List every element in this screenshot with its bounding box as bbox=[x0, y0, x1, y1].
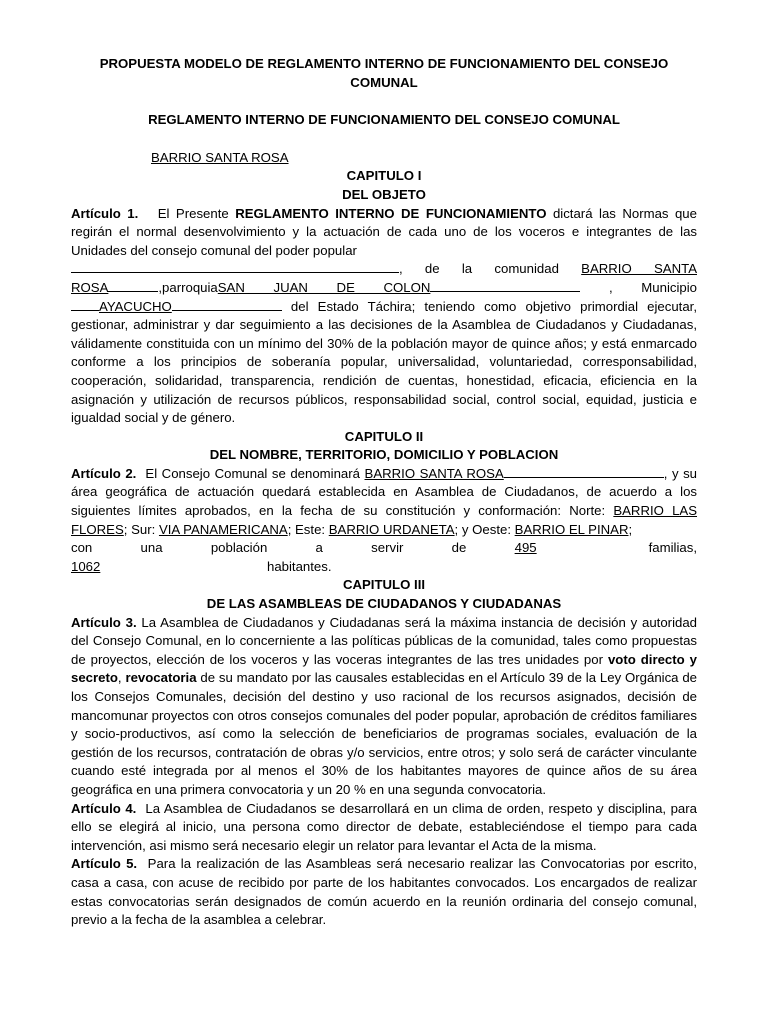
article-3-bold-1: voto directo y secreto bbox=[71, 651, 697, 686]
article-1-rest bbox=[71, 298, 697, 428]
comunidad-part-2: ROSA bbox=[71, 279, 109, 295]
document-title: PROPUESTA MODELO DE REGLAMENTO INTERNO DE FUNCIONAMIENTO DEL CONSEJO COMUNAL bbox=[99, 56, 669, 90]
blank-line bbox=[108, 279, 158, 292]
article-5-text: Para la realización de las Asambleas será necesario realizar las Convocatorias por escrito, casa a casa, con acuse de recibido por parte de los habitantes convocados. Los encargados de realizar estas convocatorias serán designados de común acuerdo en la reunión ordinaria del consejo comunal, previo a la fecha de la asamblea a celebrar. bbox=[71, 856, 698, 928]
limite-oeste: BARRIO EL PINAR bbox=[514, 521, 629, 537]
article-2-text-8: familias, bbox=[648, 540, 697, 556]
limite-norte-2: FLORES bbox=[71, 521, 124, 537]
article-3-text-2: , bbox=[117, 670, 122, 686]
limite-este: BARRIO URDANETA bbox=[328, 521, 455, 537]
community-name-line bbox=[71, 149, 697, 168]
document-subtitle: REGLAMENTO INTERNO DE FUNCIONAMIENTO DEL CONSEJO COMUNAL bbox=[148, 112, 620, 128]
chapter-1-number: CAPITULO I bbox=[346, 168, 422, 184]
article-1-bold: REGLAMENTO INTERNO DE FUNCIONAMIENTO bbox=[235, 205, 547, 221]
article-4 bbox=[71, 800, 697, 856]
article-2-label: Artículo 2. bbox=[71, 465, 137, 481]
community-name: BARRIO SANTA ROSA bbox=[151, 149, 289, 165]
article-1-text-3: , de la comunidad bbox=[399, 261, 559, 277]
limite-sur: VIA PANAMERICANA bbox=[158, 521, 288, 537]
article-2-text-1: El Consejo Comunal se denominará bbox=[145, 465, 360, 481]
blank-line bbox=[71, 298, 99, 311]
article-2-text-6: ; bbox=[628, 521, 633, 537]
limite-norte-1: BARRIO LAS bbox=[613, 503, 698, 519]
article-1-text-1: El Presente bbox=[157, 205, 229, 221]
municipio: AYACUCHO bbox=[99, 298, 172, 314]
chapter-3-number: CAPITULO III bbox=[342, 577, 426, 593]
article-1-line-4 bbox=[71, 260, 697, 279]
article-1-line-5 bbox=[71, 279, 697, 298]
blank-line bbox=[430, 279, 580, 292]
article-1 bbox=[71, 205, 697, 261]
article-2-text-2: , y su área geográfica de actuación quedará establecida en Asamblea de Ciudadanos, de acuerdo a los siguientes límites aprobados, en la fecha de su constitución y conformación: Norte: bbox=[71, 465, 698, 519]
chapter-3-title: DE LAS ASAMBLEAS DE CIUDADANOS Y CIUDADANAS bbox=[206, 596, 562, 612]
article-1-text-4: ,parroquia bbox=[158, 279, 218, 295]
comunidad-part-1: BARRIO SANTA bbox=[581, 261, 697, 277]
article-3-text-3: de su mandato por las causales establecidas en el Artículo 39 de la Ley Orgánica de los Consejos Comunales, decisión del destino y uso racional de los recursos asignados, decisión de mancomunar proyectos con otros consejos comunales del poder popular, aprobación de créditos familiares y socio-productivos, así como la selección de beneficiarios de programas sociales, evaluación de la gestión de los recursos, contratación de obras y/o servicios, entre otros; y solo será de carácter vinculante cuando esté integrada por al menos el 30% de los habitantes mayores de quince años de su área geográfica en una primera convocatoria y un 20 % en una segunda convocatoria. bbox=[71, 670, 698, 797]
article-1-text-2: dictará las Normas que regirán el normal desenvolvimiento y la actuación de cada uno de los voceros e integrantes de las Unidades del consejo comunal del poder popular bbox=[71, 205, 697, 258]
article-1-label: Artículo 1. bbox=[71, 205, 139, 221]
familias-count: 495 bbox=[514, 540, 537, 556]
article-4-label: Artículo 4. bbox=[71, 800, 137, 816]
article-1-text-5: , Municipio bbox=[609, 279, 697, 295]
chapter-2-number: CAPITULO II bbox=[344, 428, 424, 444]
consejo-name: BARRIO SANTA ROSA bbox=[364, 465, 504, 481]
habitantes-count: 1062 bbox=[71, 558, 101, 574]
parroquia: SAN JUAN DE COLON bbox=[217, 279, 431, 295]
article-5 bbox=[71, 855, 697, 929]
article-4-text: La Asamblea de Ciudadanos se desarrollará en un clima de orden, respeto y disciplina, para ello se elegirá al inicio, una persona como director de debate, estableciéndose el tiempo para cada intervención, asi mismo será necesario elegir un relator para levantar el Acta de la misma. bbox=[71, 800, 697, 853]
article-2-text-9: habitantes. bbox=[267, 558, 332, 574]
article-1-text-6: del Estado Táchira; teniendo como objetivo primordial ejecutar, gestionar, administrar y dar seguimiento a las decisiones de la Asamblea de Ciudadanos y Ciudadanas, válidamente constituida con un mínimo del 30% de la población mayor de quince años; y está enmarcado conforme a los principios de soberanía popular, universalidad, voluntariedad, corresponsabilidad, cooperación, solidaridad, transparencia, rendición de cuentas, honestidad, eficacia, eficiencia en la asignación y utilización de recursos públicos, responsabilidad social, control social, equidad, justicia e igualdad social y de género. bbox=[71, 298, 697, 426]
chapter-2-title: DEL NOMBRE, TERRITORIO, DOMICILIO Y POBLACION bbox=[209, 447, 559, 463]
chapter-1-title: DEL OBJETO bbox=[342, 186, 426, 202]
article-3 bbox=[71, 614, 697, 800]
article-2 bbox=[71, 465, 697, 539]
article-3-bold-2: revocatoria bbox=[125, 670, 197, 686]
article-2-text-7: con una población a servir de bbox=[71, 540, 467, 556]
article-3-label: Artículo 3. bbox=[71, 614, 137, 630]
article-2-text-3: ; Sur: bbox=[123, 521, 156, 537]
article-5-label: Artículo 5. bbox=[71, 856, 138, 872]
blank-line bbox=[172, 298, 282, 311]
blank-line bbox=[71, 260, 399, 273]
article-3-text-1: La Asamblea de Ciudadanos y Ciudadanas será la máxima instancia de decisión y autoridad del Consejo Comunal, en lo concerniente a las políticas públicas de la comunidad, tales como propuestas de proyectos, elección de los voceros y las voceras integrantes de las tres unidades por bbox=[71, 614, 698, 667]
blank-line bbox=[504, 465, 664, 478]
article-2-text-5: ; y Oeste: bbox=[454, 521, 511, 537]
article-2-text-4: ; Este: bbox=[287, 521, 326, 537]
article-2-line-5 bbox=[71, 539, 697, 558]
article-2-line-6 bbox=[71, 558, 697, 577]
